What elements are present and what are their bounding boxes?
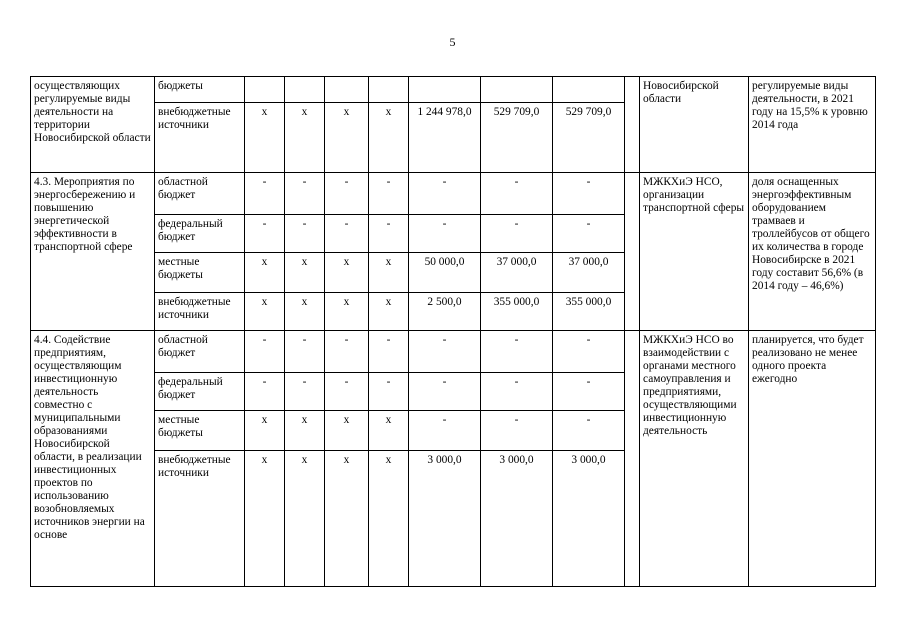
indicator-value-cell: -: [245, 331, 285, 373]
expected-result-cell: регулируемые виды деятельности, в 2021 году на 15,5% к уровню 2014 года: [749, 77, 876, 173]
indicator-value-cell: -: [325, 173, 369, 215]
spacer-cell: [625, 173, 640, 331]
indicator-value-cell: x: [325, 253, 369, 293]
table-row: [31, 77, 876, 103]
indicator-value-cell: x: [369, 411, 409, 451]
financing-amount-cell: 37 000,0: [553, 253, 625, 293]
financing-amount-cell: 3 000,0: [481, 451, 553, 587]
financing-amount-cell: [409, 77, 481, 103]
financing-amount-cell: -: [481, 373, 553, 411]
indicator-value-cell: x: [245, 411, 285, 451]
funding-source: местные бюджеты: [155, 253, 245, 293]
funding-source: областной бюджет: [155, 331, 245, 373]
funding-source: внебюджетные источники: [155, 293, 245, 331]
indicator-value-cell: x: [369, 293, 409, 331]
funding-source: внебюджетные источники: [155, 103, 245, 173]
measure-description: 4.3. Мероприятия по энергосбережению и повышению энергетической эффективности в транспортной сфере: [31, 173, 155, 331]
table-row: [31, 331, 876, 373]
indicator-value-cell: -: [369, 373, 409, 411]
indicator-value-cell: x: [325, 451, 369, 587]
indicator-value-cell: -: [369, 173, 409, 215]
financing-amount-cell: -: [553, 173, 625, 215]
financing-amount-cell: [553, 77, 625, 103]
funding-source: федеральный бюджет: [155, 373, 245, 411]
financing-amount-cell: -: [409, 411, 481, 451]
indicator-value-cell: -: [245, 215, 285, 253]
indicator-value-cell: -: [285, 215, 325, 253]
indicator-value-cell: x: [369, 451, 409, 587]
financing-amount-cell: 529 709,0: [553, 103, 625, 173]
measure-description: 4.4. Содействие предприятиям, осуществляющим инвестиционную деятельность совместно с муниципальными образованиями Новосибирской области, в реализации инвестиционных проектов по использованию возобновляемых источников энергии на основе: [31, 331, 155, 587]
indicator-value-cell: x: [285, 451, 325, 587]
funding-source: местные бюджеты: [155, 411, 245, 451]
financing-amount-cell: 355 000,0: [553, 293, 625, 331]
indicator-value-cell: x: [369, 253, 409, 293]
funding-source: внебюджетные источники: [155, 451, 245, 587]
table-row: [31, 173, 876, 215]
indicator-value-cell: x: [245, 253, 285, 293]
indicator-value-cell: x: [285, 103, 325, 173]
financing-amount-cell: -: [481, 215, 553, 253]
program-table: [30, 76, 876, 587]
indicator-value-cell: x: [325, 103, 369, 173]
indicator-value-cell: x: [285, 253, 325, 293]
financing-amount-cell: -: [481, 173, 553, 215]
financing-amount-cell: -: [409, 215, 481, 253]
indicator-value-cell: -: [369, 215, 409, 253]
funding-source: областной бюджет: [155, 173, 245, 215]
executor-cell: Новосибирской области: [640, 77, 749, 173]
measure-description: осуществляющих регулируемые виды деятельности на территории Новосибирской области: [31, 77, 155, 173]
financing-amount-cell: 529 709,0: [481, 103, 553, 173]
financing-amount-cell: 37 000,0: [481, 253, 553, 293]
indicator-value-cell: [325, 77, 369, 103]
indicator-value-cell: x: [245, 451, 285, 587]
financing-amount-cell: -: [553, 331, 625, 373]
indicator-value-cell: [369, 77, 409, 103]
expected-result-cell: планируется, что будет реализовано не менее одного проекта ежегодно: [749, 331, 876, 587]
financing-amount-cell: -: [553, 215, 625, 253]
financing-amount-cell: 3 000,0: [409, 451, 481, 587]
indicator-value-cell: x: [245, 293, 285, 331]
indicator-value-cell: -: [245, 373, 285, 411]
executor-cell: МЖКХиЭ НСО, организации транспортной сферы: [640, 173, 749, 331]
financing-amount-cell: 3 000,0: [553, 451, 625, 587]
financing-amount-cell: -: [481, 331, 553, 373]
financing-amount-cell: 1 244 978,0: [409, 103, 481, 173]
indicator-value-cell: [245, 77, 285, 103]
financing-amount-cell: -: [409, 331, 481, 373]
indicator-value-cell: x: [325, 411, 369, 451]
indicator-value-cell: -: [285, 173, 325, 215]
financing-amount-cell: [481, 77, 553, 103]
spacer-cell: [625, 331, 640, 587]
indicator-value-cell: -: [285, 373, 325, 411]
financing-amount-cell: -: [553, 373, 625, 411]
funding-source: бюджеты: [155, 77, 245, 103]
financing-amount-cell: -: [409, 173, 481, 215]
indicator-value-cell: -: [325, 373, 369, 411]
financing-amount-cell: 355 000,0: [481, 293, 553, 331]
financing-amount-cell: -: [409, 373, 481, 411]
indicator-value-cell: x: [285, 411, 325, 451]
indicator-value-cell: x: [369, 103, 409, 173]
indicator-value-cell: x: [245, 103, 285, 173]
indicator-value-cell: -: [369, 331, 409, 373]
spacer-cell: [625, 77, 640, 173]
expected-result-cell: доля оснащенных энергоэффективным оборудованием трамваев и троллейбусов от общего их количества в городе Новосибирске в 2021 году составит 56,6% (в 2014 году – 46,6%): [749, 173, 876, 331]
indicator-value-cell: -: [245, 173, 285, 215]
financing-amount-cell: 2 500,0: [409, 293, 481, 331]
financing-amount-cell: -: [481, 411, 553, 451]
funding-source: федеральный бюджет: [155, 215, 245, 253]
indicator-value-cell: x: [325, 293, 369, 331]
page-number: 5: [449, 35, 456, 49]
indicator-value-cell: -: [285, 331, 325, 373]
financing-amount-cell: 50 000,0: [409, 253, 481, 293]
indicator-value-cell: [285, 77, 325, 103]
indicator-value-cell: -: [325, 215, 369, 253]
financing-amount-cell: -: [553, 411, 625, 451]
indicator-value-cell: -: [325, 331, 369, 373]
executor-cell: МЖКХиЭ НСО во взаимодействии с органами местного самоуправления и предприятиями, осуществляющими инвестиционную деятельность: [640, 331, 749, 587]
indicator-value-cell: x: [285, 293, 325, 331]
